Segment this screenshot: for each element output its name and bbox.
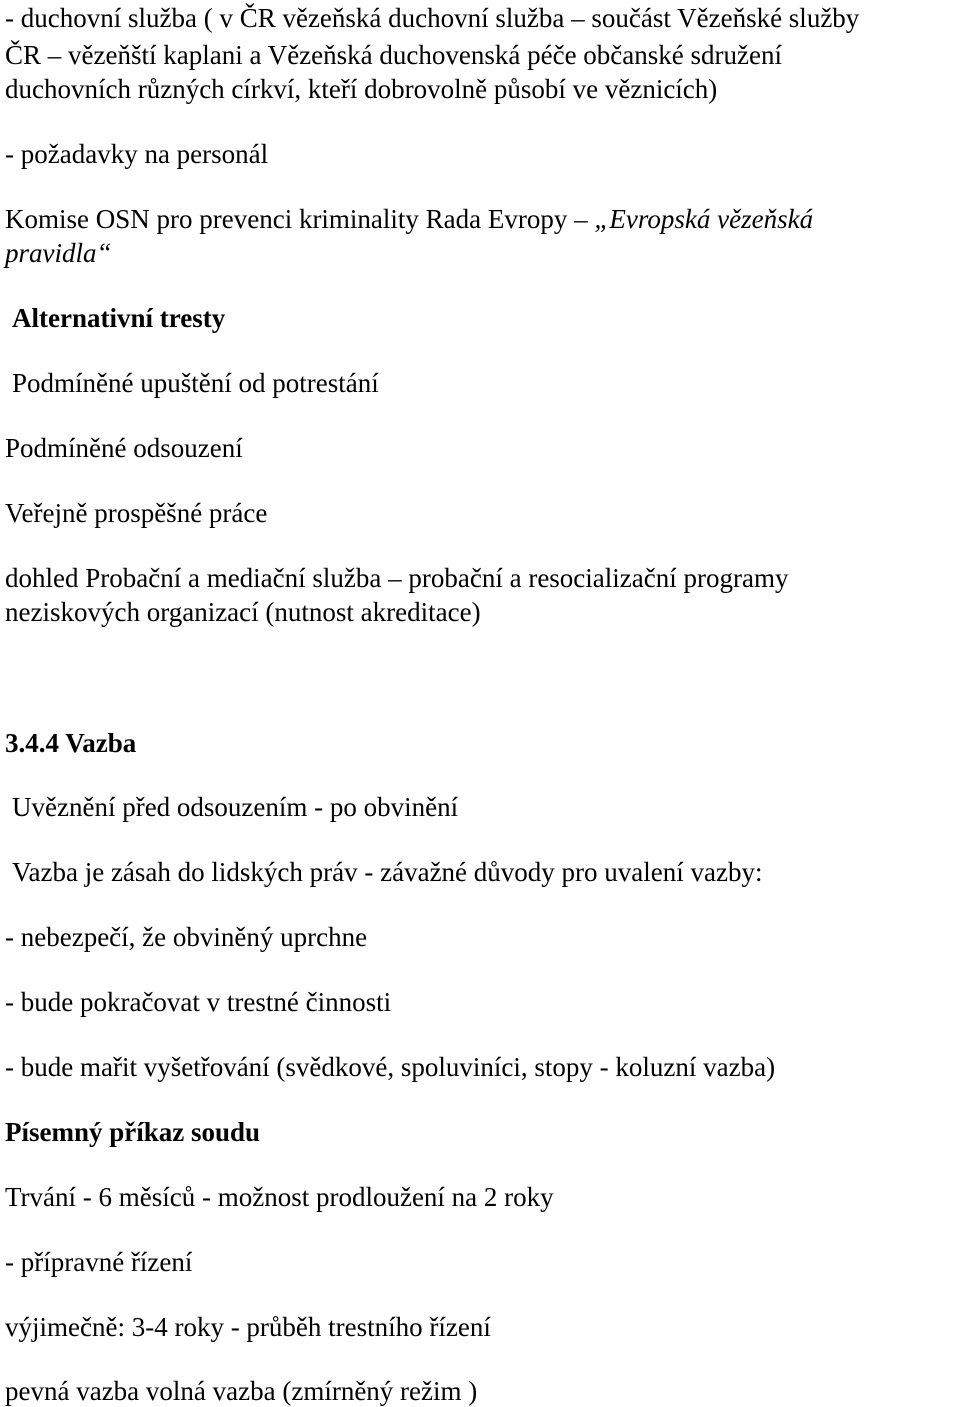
alternative-item: Podmíněné upuštění od potrestání — [12, 368, 379, 398]
un-commission-text: Komise OSN pro prevenci kriminality Rada Evropy – — [5, 204, 595, 234]
court-order-heading: Písemný příkaz soudu — [5, 1117, 261, 1147]
custody-grounds-intro: Vazba je zásah do lidských práv - závažné důvody pro uvalení vazby: — [12, 857, 763, 887]
custody-ground-item: - bude pokračovat v trestné činnosti — [5, 987, 392, 1017]
custody-types: pevná vazba volná vazba (zmírněný režim ) — [5, 1376, 478, 1406]
alternative-item: Veřejně prospěšné práce — [5, 498, 268, 528]
custody-duration: Trvání - 6 měsíců - možnost prodloužení na 2 roky — [5, 1182, 554, 1212]
european-prison-rules-title-cont: pravidla“ — [5, 238, 112, 268]
supervision-line-1: dohled Probační a mediační služba – probační a resocializační programy — [5, 563, 789, 593]
chaplaincy-line-1: - duchovní služba ( v ČR vězeňská duchovní služba – součást Vězeňské služby — [5, 3, 860, 33]
alternative-item: Podmíněné odsouzení — [5, 433, 243, 463]
pretrial-proceedings: - přípravné řízení — [5, 1247, 193, 1277]
chaplaincy-line-3: duchovních různých církví, kteří dobrovolně působí ve věznicích) — [5, 74, 718, 104]
european-prison-rules-title: „Evropská vězeňská — [594, 204, 814, 234]
staff-requirements: - požadavky na personál — [5, 139, 269, 169]
alternative-sentences-heading: Alternativní tresty — [12, 303, 226, 333]
custody-ground-item: - bude mařit vyšetřování (svědkové, spoluviníci, stopy - koluzní vazba) — [5, 1052, 776, 1082]
custody-exception: výjimečně: 3-4 roky - průběh trestního řízení — [5, 1312, 491, 1342]
supervision-line-2: neziskových organizací (nutnost akreditace) — [5, 597, 481, 627]
custody-definition: Uvěznění před odsouzením - po obvinění — [12, 792, 459, 822]
chaplaincy-line-2: ČR – vězeňští kaplani a Vězeňská duchovenská péče občanské sdružení — [5, 40, 782, 70]
custody-ground-item: - nebezpečí, že obviněný uprchne — [5, 922, 368, 952]
un-commission-line-1 — [5, 203, 813, 235]
custody-heading: 3.4.4 Vazba — [5, 728, 137, 758]
